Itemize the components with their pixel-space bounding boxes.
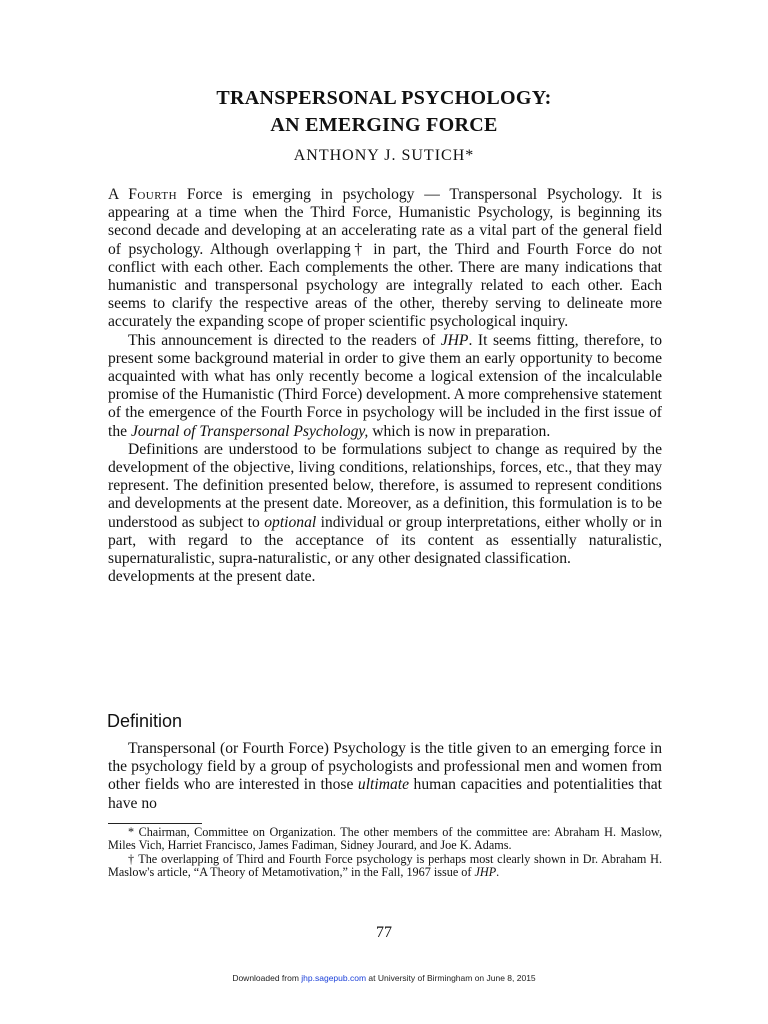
definitions-paragraph — [108, 441, 662, 568]
footnote2-text-b: . — [496, 865, 500, 880]
para2-text-a: This announcement is directed to the readers of — [128, 331, 441, 349]
intro-lead: A — [108, 186, 119, 203]
footnotes — [108, 826, 662, 880]
page-number: 77 — [376, 924, 392, 941]
announcement-paragraph — [108, 332, 662, 441]
download-notice — [0, 973, 768, 983]
footnote-2 — [108, 853, 662, 880]
download-suffix: at University of Birmingham on June 8, 2015 — [366, 973, 536, 983]
footnote-jhp: JHP — [474, 865, 497, 880]
author-name: ANTHONY J. SUTICH* — [293, 147, 475, 164]
para4-text-b: human capacities and potentialities that have no — [108, 776, 662, 812]
article-title-line-1: TRANSPERSONAL PSYCHOLOGY: — [216, 87, 552, 109]
download-prefix: Downloaded from — [232, 973, 302, 983]
para4-text-a: Transpersonal (or Fourth Force) Psychology is the title given to an emerging force in the psychology field by a group of psychologists and professional men and women from other fields who are interested in those — [108, 740, 662, 794]
optional-word: optional — [264, 513, 317, 531]
para2-text-c: which is now in preparation. — [368, 422, 551, 440]
section-heading: Definition — [107, 711, 183, 731]
article-body — [108, 186, 662, 586]
para3-text-a: Definitions are understood to be formulations subject to change as required by the development of the objective, living conditions, relationships, forces, etc., that they may represent. The definition presented below, therefore, is assumed to represent conditions and developments at the present date. Moreover, as a definition, this formulation is to be understood as subject to — [108, 440, 662, 531]
para2-text-b: . It seems fitting, therefore, to present some background material in order to give them an early opportunity to become acquainted with what has only recently become a logical extension of the incalculable promise of the Humanistic (Third Force) development. A more comprehensive statement of the emergence of the Fourth Force in psychology will be included in the first issue of the — [108, 331, 662, 440]
para3-text-b: individual or group interpretations, either wholly or in part, with regard to the acceptance of its content as essentially naturalistic, supernaturalistic, supra-naturalistic, or any other designated classification. — [108, 513, 662, 568]
footnote-1: * Chairman, Committee on Organization. The other members of the committee are: Abraham H. Maslow, Miles Vich, Harriet Francisco, James Fadiman, Sidney Jourard, and Joe K. Adams. — [108, 825, 662, 853]
footnote-rule — [108, 823, 202, 824]
ultimate-word: ultimate — [357, 776, 410, 794]
definition-paragraph — [108, 740, 662, 813]
download-link[interactable]: jhp.sagepub.com — [301, 973, 367, 983]
intro-small-caps: Fourth — [128, 186, 178, 203]
definition-body — [108, 740, 662, 813]
intro-paragraph — [108, 186, 662, 332]
jhp-abbrev: JHP — [440, 331, 469, 349]
footnote2-text-a: † The overlapping of Third and Fourth Force psychology is perhaps most clearly shown in Dr. Abraham H. Maslow's article, “A Theory of Metamotivation,” in the Fall, 1967 issue of — [108, 851, 662, 880]
intro-text: Force is emerging in psychology — Transpersonal Psychology. It is appearing at a time when the Third Force, Humanistic Psychology, is beginning its second decade and developing at an accelerating rate as a vital part of the general field of psychology. Although overlapping† in part, the Third and Fourth Force do not conflict with each other. Each complements the other. There are many indications that humanistic and transpersonal psychology are integrally related to each other. Each seems to clarify the respective areas of the other, thereby serving to delineate more accurately the expanding scope of proper scientific psychological inquiry. — [108, 186, 662, 331]
article-title-line-2: AN EMERGING FORCE — [270, 114, 498, 136]
journal-title: Journal of Transpersonal Psychology, — [130, 422, 369, 440]
stray-line: developments at the present date. — [108, 568, 316, 586]
